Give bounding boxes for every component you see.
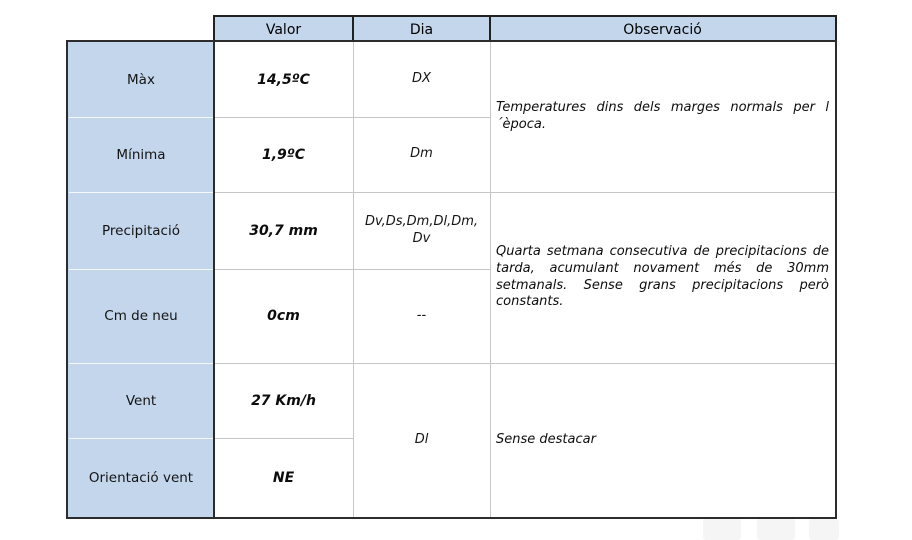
header-separator xyxy=(489,17,491,42)
label-cell-orientacio-vent: Orientació vent xyxy=(88,469,194,486)
watermark-shape xyxy=(809,519,839,540)
dia-cell-vent-orientacio-merged: Dl xyxy=(414,431,429,447)
observacio-temperatures-text: Temperatures dins dels marges normals per l´època. xyxy=(496,100,829,132)
observacio-cell-vent xyxy=(490,363,835,517)
dia-cell-precipitacio-text: Dv,Ds,Dm,Dl,Dm, Dv xyxy=(364,213,479,246)
valor-cell-minima: 1,9ºC xyxy=(262,146,305,163)
valor-cell-cm-de-neu: 0cm xyxy=(267,308,300,324)
header-cell-dia: Dia xyxy=(409,21,434,38)
dia-cell-max: DX xyxy=(412,71,431,87)
header-cell-valor: Valor xyxy=(265,21,302,38)
dia-cell-cm-de-neu: -- xyxy=(416,307,427,323)
label-cell-precipitacio: Precipitació xyxy=(102,222,180,239)
dia-cell-minima: Dm xyxy=(410,146,433,162)
watermark-shape xyxy=(757,519,795,540)
valor-cell-orientacio-vent: NE xyxy=(272,469,295,486)
observacio-vent-text: Sense destacar xyxy=(496,431,596,447)
label-cell-vent: Vent xyxy=(125,392,157,409)
watermark-shape xyxy=(703,519,741,540)
valor-cell-vent: 27 Km/h xyxy=(251,392,316,409)
label-cell-cm-de-neu: Cm de neu xyxy=(104,308,178,324)
observacio-precipitacio-text: Quarta setmana consecutiva de precipitacions de tarda, acumulant novament més de 30mm setmanals. Sense grans precipitacions però constants. xyxy=(496,243,829,310)
header-separator xyxy=(352,17,354,42)
valor-cell-precipitacio: 30,7 mm xyxy=(249,222,318,239)
valor-cell-max: 14,5ºC xyxy=(257,71,310,88)
header-cell-observacio: Observació xyxy=(623,21,702,38)
observacio-cell-precipitacio xyxy=(490,192,835,363)
label-cell-minima: Mínima xyxy=(116,146,166,163)
label-cell-max: Màx xyxy=(127,71,155,88)
observacio-cell-temperatures xyxy=(490,42,835,192)
dia-cell-precipitacio xyxy=(353,192,490,269)
